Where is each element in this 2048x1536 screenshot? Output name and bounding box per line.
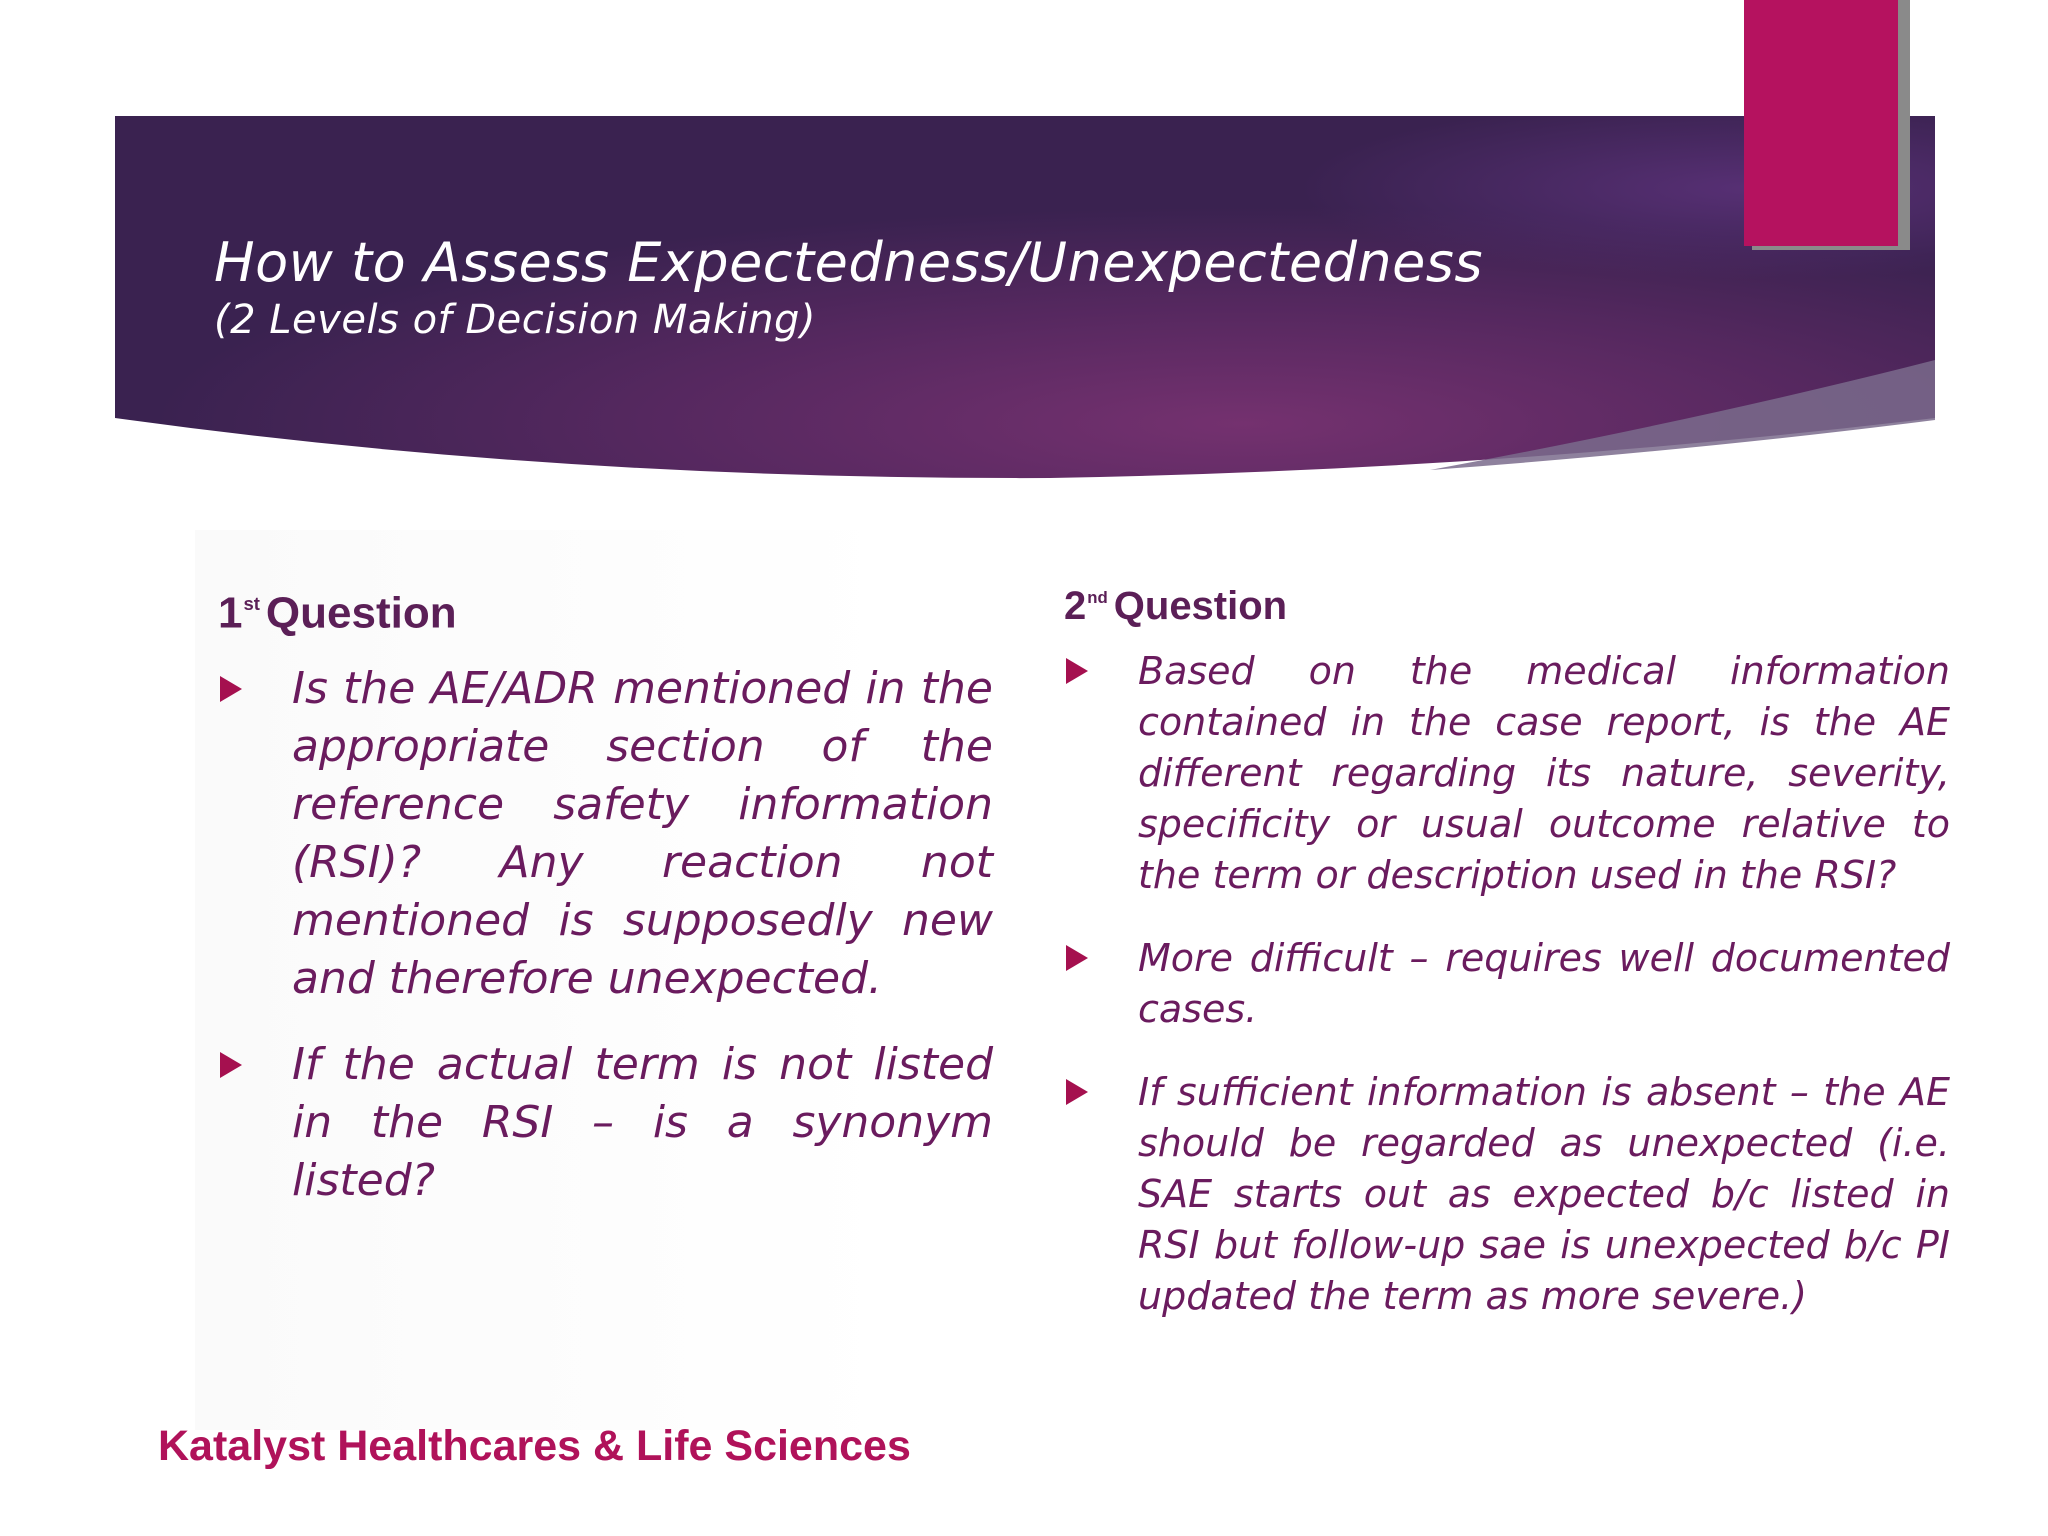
page-subtitle: (2 Levels of Decision Making) xyxy=(214,297,817,343)
list-item: Based on the medical information contained in the case report, is the AE different regarding its nature, severity, specificity or usual outcome relative to the term or description used in the RSI? xyxy=(1064,646,1950,901)
accent-bar xyxy=(1744,0,1898,246)
page-title: How to Assess Expectedness/Unexpectedness xyxy=(214,231,1484,294)
column-second-question xyxy=(1064,574,1950,1354)
list-item: More difficult – requires well documented cases. xyxy=(1064,933,1950,1035)
triangle-right-icon xyxy=(220,676,242,702)
triangle-right-icon xyxy=(1066,945,1088,971)
triangle-right-icon xyxy=(1066,1079,1088,1105)
title-block xyxy=(214,232,1614,346)
first-question-heading: 1st Question xyxy=(218,588,457,638)
second-question-bullets xyxy=(1064,646,1950,1322)
column-first-question xyxy=(218,574,993,1238)
second-question-heading: 2nd Question xyxy=(1064,583,1288,628)
list-item: If the actual term is not listed in the RSI – is a synonym listed? xyxy=(218,1036,993,1210)
triangle-right-icon xyxy=(220,1052,242,1078)
list-item: Is the AE/ADR mentioned in the appropriate section of the reference safety information (RSI)? Any reaction not mentioned is supposedly new and therefore unexpected. xyxy=(218,660,993,1008)
list-item: If sufficient information is absent – the AE should be regarded as unexpected (i.e. SAE starts out as expected b/c listed in RSI but follow-up sae is unexpected b/c PI updated the term as more severe.) xyxy=(1064,1067,1950,1322)
footer-company-name: Katalyst Healthcares & Life Sciences xyxy=(158,1422,911,1470)
triangle-right-icon xyxy=(1066,658,1088,684)
first-question-bullets xyxy=(218,660,993,1210)
